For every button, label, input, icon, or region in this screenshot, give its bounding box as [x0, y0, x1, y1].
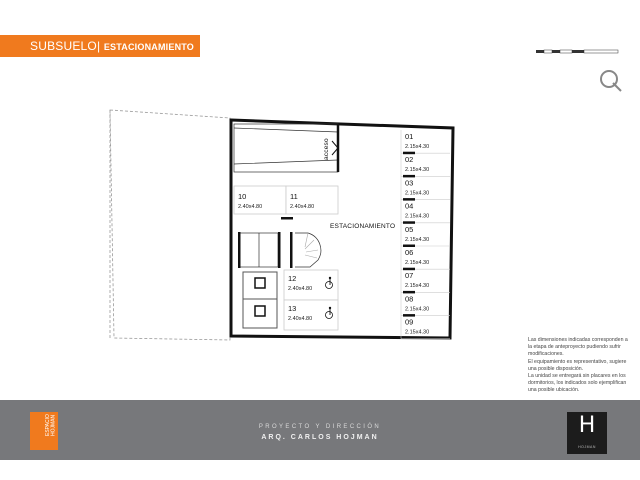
space-number-04: 04 — [405, 201, 414, 211]
space-dimension-06: 2.15x4.30 — [405, 260, 430, 266]
space-number-03: 03 — [405, 178, 414, 188]
space-dimension-09: 2.15x4.30 — [405, 329, 430, 336]
space-number-01: 01 — [405, 132, 414, 141]
bumper-stop — [403, 314, 415, 317]
note-3: La unidad se entregará sin placares en los dormitorios, los indicados solo ejemplifican una posible ubicación. — [528, 373, 627, 394]
space-dimension-12: 2.40x4.80 — [288, 286, 313, 292]
space-number-08: 08 — [405, 294, 414, 304]
page-title — [30, 39, 194, 53]
space-number-07: 07 — [405, 271, 414, 281]
bumper-stop — [403, 152, 415, 155]
bumper-stop — [403, 268, 415, 271]
credit-name: ARQ. CARLOS HOJMAN — [261, 434, 379, 441]
notes — [528, 337, 632, 395]
note-2: El equipamiento es representativo, sugiere una posible disposición. — [528, 358, 627, 372]
space-dimension-04: 2.15x4.30 — [405, 213, 430, 220]
parking-spaces-middle — [234, 186, 338, 220]
space-number-13: 13 — [288, 304, 297, 313]
bumper-stop — [403, 198, 415, 201]
space-dimension-01: 2.15x4.30 — [405, 144, 430, 150]
credit-title: PROYECTO Y DIRECCIÓN — [258, 424, 382, 430]
stair-block — [238, 232, 321, 268]
space-number-10: 10 — [238, 192, 247, 201]
lot-boundary — [110, 110, 230, 340]
space-number-12: 12 — [288, 274, 297, 283]
footer-bar — [0, 400, 640, 460]
bumper-stop — [403, 175, 415, 178]
space-dimension-08: 2.15x4.30 — [405, 306, 430, 313]
espacio-logo-text: ESPACIO HOJMAN — [45, 414, 57, 436]
hojman-logo-letter: H — [578, 413, 596, 438]
title-main: SUBSUELO| — [30, 39, 101, 53]
ramp-label: acceso — [323, 138, 330, 160]
bumper-stop — [403, 291, 415, 294]
bumper-stop — [281, 217, 293, 220]
bumper-stop — [403, 221, 415, 224]
space-dimension-03: 2.15x4.30 — [405, 190, 430, 197]
space-number-06: 06 — [405, 248, 414, 257]
space-number-05: 05 — [405, 224, 414, 234]
space-dimension-05: 2.15x4.30 — [405, 236, 430, 243]
scale-bar — [536, 47, 620, 61]
floor-plan — [100, 100, 470, 350]
space-dimension-07: 2.15x4.30 — [405, 283, 430, 290]
title-sub: ESTACIONAMIENTO — [103, 42, 194, 52]
note-1: Las dimensiones indicadas corresponden a la etapa de anteproyecto pudiendo sufrir modificaciones. — [528, 337, 628, 358]
hojman-logo-sub: HOJMAN — [578, 445, 596, 449]
space-number-09: 09 — [405, 317, 414, 327]
space-number-02: 02 — [405, 155, 414, 165]
bumper-stop — [403, 245, 415, 248]
storage-rooms — [243, 272, 277, 328]
space-number-11: 11 — [290, 192, 298, 201]
parking-column-right — [401, 130, 450, 339]
space-dimension-02: 2.15x4.30 — [405, 167, 430, 174]
north-compass-icon — [597, 67, 623, 93]
area-label: ESTACIONAMIENTO — [330, 223, 396, 230]
parking-spaces-lower — [284, 270, 338, 330]
space-dimension-10: 2.40x4.80 — [238, 204, 263, 210]
space-dimension-11: 2.40x4.80 — [290, 204, 315, 210]
space-dimension-13: 2.40x4.80 — [288, 316, 313, 322]
